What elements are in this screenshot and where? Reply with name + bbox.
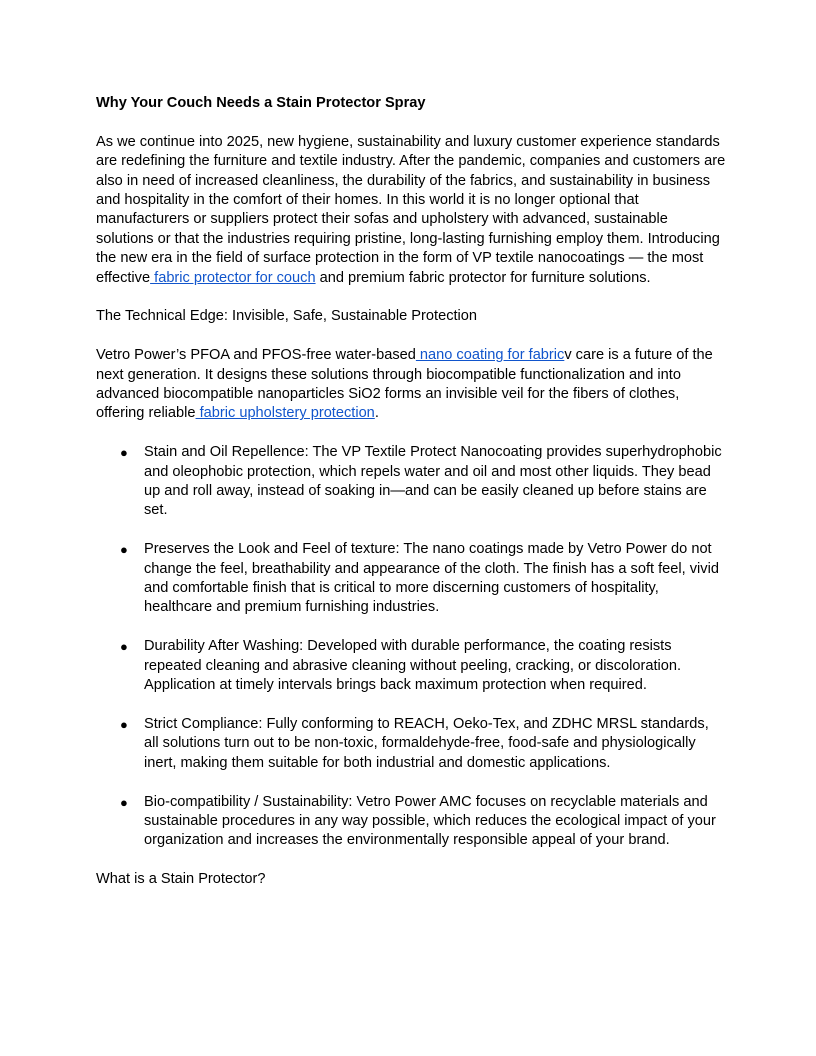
technical-paragraph (96, 346, 726, 424)
list-item (96, 715, 726, 773)
section-heading: The Technical Edge: Invisible, Safe, Sustainable Protection (96, 308, 478, 325)
list-item-text: Preserves the Look and Feel of texture: The nano coatings made by Vetro Power do not change the feel, breathability and appearance of the cloth. The finish has a soft feel, vivid and comfortable finish that is critical to more discerning customers of hospitality, healthcare and premium furnishing industries. (144, 541, 719, 616)
list-item (96, 443, 726, 521)
list-item-text: Stain and Oil Repellence: The VP Textile Protect Nanocoating provides superhydrophobic and oleophobic protection, which repels water and oil and most other liquids. They bead up and roll away, instead of soaking in—and can be easily cleaned up before stains are set. (144, 444, 722, 519)
page-title: Why Your Couch Needs a Stain Protector Spray (96, 95, 426, 111)
bullet-icon: ● (120, 716, 128, 732)
technical-text: Vetro Power’s PFOA and PFOS-free water-based (96, 347, 416, 364)
list-item (96, 540, 726, 618)
fabric-protector-for-couch-link[interactable]: fabric protector for couch (150, 269, 316, 286)
list-item (96, 793, 726, 851)
bullet-icon: ● (120, 794, 128, 810)
technical-text-continued: v care is a future of the next generation. It designs these solutions through biocompatible functionalization and into advanced biocompatible nanoparticles SiO2 forms an invisible veil for the fibers of clothes, offering reliable (96, 347, 713, 422)
nano-coating-for-fabric-link[interactable]: nano coating for fabric (415, 347, 565, 364)
bullet-icon: ● (120, 639, 128, 655)
benefits-list (96, 443, 726, 850)
intro-text-continued: and premium fabric protector for furniture solutions. (315, 269, 651, 286)
list-item-text: Bio-compatibility / Sustainability: Vetro Power AMC focuses on recyclable materials and sustainable procedures in any way possible, which reduces the ecological impact of your organization and increases the environmentally responsible appeal of your brand. (144, 793, 716, 849)
technical-text-end: . (374, 405, 379, 422)
intro-text: As we continue into 2025, new hygiene, sustainability and luxury customer experience standards are redefining the furniture and textile industry. After the pandemic, companies and customers are also in need of increased cleanliness, the durability of the fabrics, and sustainability in business and hospitality in the comfort of their homes. In this world it is no longer optional that manufacturers or suppliers protect their sofas and upholstery with advanced, sustainable solutions or that the industries requiring pristine, long-lasting furnishing employ them. Introducing the new era in the field of surface protection in the form of VP textile nanocoatings — the most effective (96, 133, 726, 286)
fabric-upholstery-protection-link[interactable]: fabric upholstery protection (195, 405, 375, 422)
list-item-text: Strict Compliance: Fully conforming to REACH, Oeko-Tex, and ZDHC MRSL standards, all solutions turn out to be non-toxic, formaldehyde-free, food-safe and physiologically inert, making them suitable for both industrial and domestic applications. (144, 715, 709, 771)
bullet-icon: ● (120, 445, 128, 461)
list-item (96, 637, 726, 695)
document-page (96, 94, 726, 909)
intro-paragraph (96, 133, 726, 288)
bullet-icon: ● (120, 542, 128, 558)
list-item-text: Durability After Washing: Developed with durable performance, the coating resists repeated cleaning and abrasive cleaning without peeling, cracking, or discoloration. Application at timely intervals brings back maximum protection when required. (144, 638, 682, 694)
closing-heading: What is a Stain Protector? (96, 871, 266, 888)
